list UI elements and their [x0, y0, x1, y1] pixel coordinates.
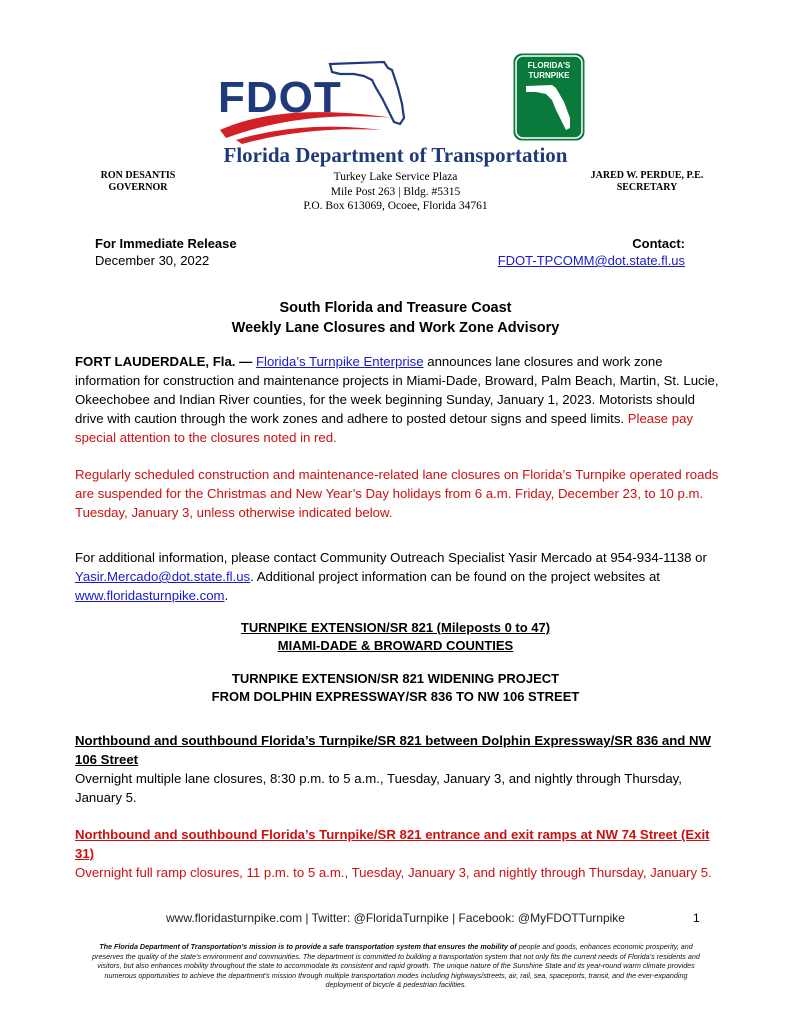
- closure-heading: Northbound and southbound Florida’s Turnpike/SR 821 between Dolphin Expressway/SR 836 and NW 106 Street: [75, 733, 711, 767]
- intro-text: announces lane closures and work zone information for construction and maintenance projects in Miami-Dade, Broward, Palm Beach, Martin, St. Lucie, Okeechobee and Indian River counties, for the week beginning Sunday, January 1, 2023. Motorists should drive with caution through the work zones and adhere to posted detour signs and speed limits.: [75, 354, 719, 426]
- secretary-title: SECRETARY: [616, 182, 678, 193]
- svg-text:FLORIDA'S: FLORIDA'S: [527, 61, 571, 70]
- fdot-logo: [212, 52, 412, 144]
- contact-email-link[interactable]: FDOT-TPCOMM@dot.state.fl.us: [497, 253, 685, 268]
- outreach-email-link[interactable]: Yasir.Mercado@dot.state.fl.us: [75, 569, 251, 584]
- contact-email-block: [440, 252, 685, 269]
- website-link[interactable]: www.floridasturnpike.com: [75, 588, 225, 603]
- secretary-block: [572, 170, 722, 194]
- contact-paragraph: [75, 548, 723, 605]
- mission-lead: The Florida Department of Transportation’s mission is to provide a safe transportation system that ensures the mobility of: [99, 942, 519, 951]
- turnpike-shield-icon: [512, 52, 586, 142]
- section-header-widening: [0, 670, 791, 706]
- footer-links: www.floridasturnpike.com | Twitter: @FloridaTurnpike | Facebook: @MyFDOTTurnpike: [166, 911, 625, 925]
- agency-name: Florida Department of Transportation: [223, 143, 568, 167]
- governor-name: RON DESANTIS: [100, 170, 176, 181]
- address-line-2: Mile Post 263 | Bldg. #5315: [330, 185, 461, 198]
- governor-title: GOVERNOR: [108, 182, 168, 193]
- turnpike-logo: [512, 52, 586, 142]
- section-header-extension: [0, 619, 791, 655]
- release-date: December 30, 2022: [95, 253, 210, 268]
- svg-text:TURNPIKE: TURNPIKE: [528, 71, 570, 80]
- contact-text-3: .: [224, 588, 229, 603]
- fdot-logo-graphic: [212, 52, 412, 144]
- section-2-line-2: FROM DOLPHIN EXPRESSWAY/SR 836 TO NW 106 STREET: [211, 689, 580, 704]
- section-1-line-1: TURNPIKE EXTENSION/SR 821 (Mileposts 0 to 47): [240, 620, 551, 635]
- mission-statement: [88, 942, 704, 990]
- turnpike-enterprise-link[interactable]: Florida’s Turnpike Enterprise: [255, 354, 424, 369]
- contact-text-1: For additional information, please contact Community Outreach Specialist Yasir Mercado at 954-934-1138 or: [75, 550, 707, 565]
- release-label: For Immediate Release: [95, 236, 237, 251]
- svg-text:FDOT: FDOT: [218, 73, 342, 122]
- contact-text-2: . Additional project information can be found on the project websites at: [250, 569, 660, 584]
- dateline: FORT LAUDERDALE, Fla. —: [75, 354, 256, 369]
- holiday-suspension-paragraph: Regularly scheduled construction and maintenance-related lane closures on Florida’s Turnpike operated roads are suspended for the Christmas and New Year’s Day holidays from 6 a.m. Friday, December 23, to 10 p.m. Tuesday, January 3, unless otherwise indicated below.: [75, 467, 719, 520]
- closure-entry-red: [75, 825, 723, 882]
- title-line-2: Weekly Lane Closures and Work Zone Advisory: [231, 320, 560, 336]
- secretary-name: JARED W. PERDUE, P.E.: [590, 170, 704, 181]
- document-title: [0, 298, 791, 338]
- section-2-line-1: TURNPIKE EXTENSION/SR 821 WIDENING PROJECT: [231, 671, 560, 686]
- address-line-1: Turkey Lake Service Plaza: [333, 171, 458, 183]
- page-number: 1: [693, 911, 700, 925]
- closure-text: Overnight full ramp closures, 11 p.m. to 5 a.m., Tuesday, January 3, and nightly through Thursday, January 5.: [75, 865, 712, 880]
- contact-label: Contact:: [632, 236, 685, 251]
- intro-paragraph: [75, 352, 723, 447]
- closure-text: Overnight multiple lane closures, 8:30 p.m. to 5 a.m., Tuesday, January 3, and nightly through Thursday, January 5.: [75, 771, 682, 805]
- address-line-3: P.O. Box 613069, Ocoee, Florida 34761: [303, 200, 488, 212]
- red-notice: Please pay special attention to the closures noted in red.: [75, 411, 693, 445]
- closure-heading: Northbound and southbound Florida’s Turnpike/SR 821 entrance and exit ramps at NW 74 Street (Exit 31): [75, 827, 710, 861]
- mission-rest: people and goods, enhances economic prosperity, and preserves the quality of the state’s environment and communities. The department is committed to building a transportation system that not only fits the current needs of Florida’s residents and visitors, but also enhances mobility throughout the state to accommodate its consistent and rapid growth. The unique nature of the Sunshine State and its year-round warm climate provides numerous opportunities to achieve the department’s mission through multiple transportation modes including highways/streets, air, rail, sea, spaceports, transit, and the ever-expanding deployment of bicycle & pedestrian facilities.: [92, 942, 700, 989]
- title-line-1: South Florida and Treasure Coast: [279, 300, 512, 316]
- closure-entry: [75, 731, 723, 807]
- section-1-line-2: MIAMI-DADE & BROWARD COUNTIES: [277, 638, 514, 653]
